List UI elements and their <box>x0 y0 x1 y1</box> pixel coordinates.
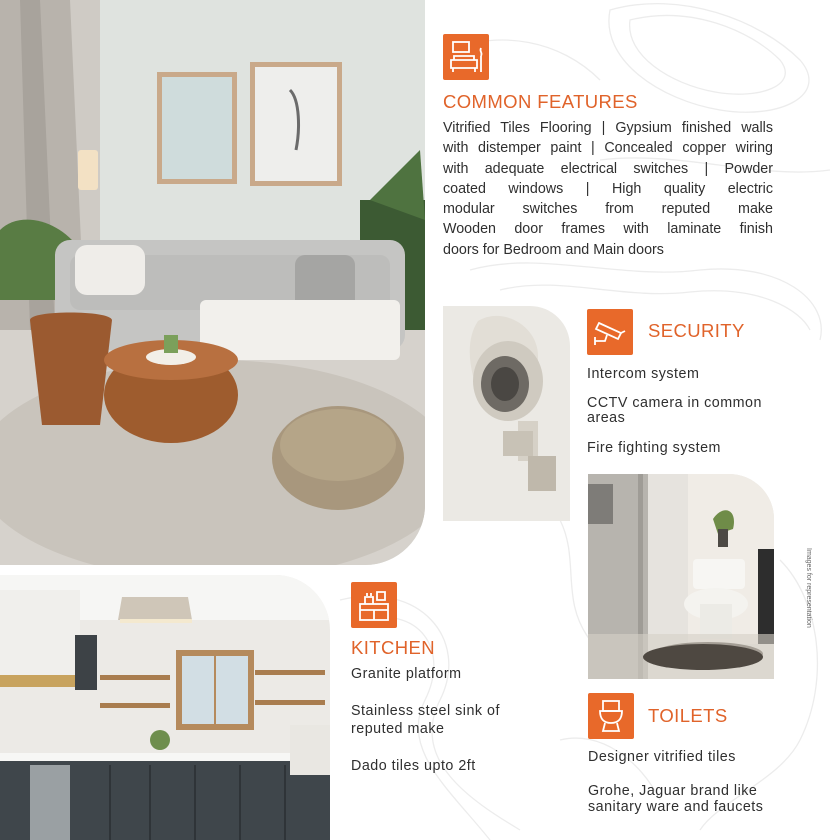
common-features-line: Wooden door frames with laminate finish <box>443 221 773 238</box>
toilets-item: Grohe, Jaguar brand like <box>588 783 758 799</box>
kitchen-item: Stainless steel sink of <box>351 703 500 719</box>
kitchen-item: Granite platform <box>351 666 462 682</box>
toilet-icon <box>588 693 634 739</box>
kitchen-photo <box>0 575 330 840</box>
common-features-heading: COMMON FEATURES <box>443 91 638 112</box>
common-features-line: modular switches from reputed make <box>443 201 773 218</box>
kitchen-icon <box>351 582 397 628</box>
toilets-item: sanitary ware and faucets <box>588 799 764 815</box>
kitchen-item: reputed make <box>351 721 445 737</box>
security-heading: SECURITY <box>648 320 745 341</box>
common-features-line: with adequate electrical switches | Powder <box>443 160 773 177</box>
common-features-line: with distemper paint | Concealed copper wiring <box>443 140 773 157</box>
living-room-icon <box>443 34 489 80</box>
cctv-camera-photo <box>443 306 570 521</box>
disclaimer-text: Images for representation <box>805 548 812 628</box>
living-room-photo <box>0 0 425 565</box>
kitchen-item: Dado tiles upto 2ft <box>351 758 476 774</box>
security-item: Fire fighting system <box>587 440 721 456</box>
bathroom-photo <box>588 474 774 679</box>
common-features-line: coated windows | High quality electric <box>443 180 773 197</box>
kitchen-heading: KITCHEN <box>351 637 435 658</box>
security-item: Intercom system <box>587 366 700 382</box>
toilets-item: Designer vitrified tiles <box>588 749 736 765</box>
toilets-heading: TOILETS <box>648 705 728 726</box>
cctv-icon <box>587 309 633 355</box>
security-item: CCTV camera in common <box>587 395 762 411</box>
common-features-text <box>443 118 773 260</box>
common-features-line: Vitrified Tiles Flooring | Gypsium finished walls <box>443 120 773 136</box>
common-features-line: doors for Bedroom and Main doors <box>443 241 664 258</box>
security-item: areas <box>587 410 626 426</box>
